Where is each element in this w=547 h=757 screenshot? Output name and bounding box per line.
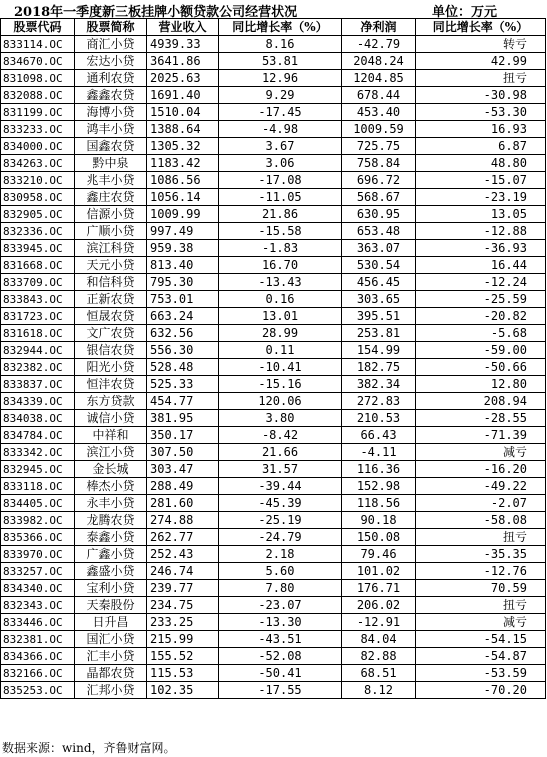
net-profit-cell: 363.07 (342, 240, 416, 257)
stock-code-cell: 834000.OC (1, 138, 75, 155)
stock-name-cell: 滨江科贷 (75, 240, 147, 257)
stock-code-cell: 832382.OC (1, 359, 75, 376)
net-profit-cell: 630.95 (342, 206, 416, 223)
revenue-growth-cell: 0.11 (219, 342, 342, 359)
revenue-growth-cell: 31.57 (219, 461, 342, 478)
profit-growth-cell: -2.07 (416, 495, 546, 512)
header-row (1, 19, 546, 36)
stock-code-cell: 832166.OC (1, 665, 75, 682)
net-profit-cell: 66.43 (342, 427, 416, 444)
profit-growth-cell: 减亏 (416, 444, 546, 461)
net-profit-cell: 90.18 (342, 512, 416, 529)
revenue-growth-cell: -13.30 (219, 614, 342, 631)
revenue-growth-cell: -52.08 (219, 648, 342, 665)
stock-name-cell: 银信农贷 (75, 342, 147, 359)
revenue-growth-cell: -50.41 (219, 665, 342, 682)
table-row (1, 410, 546, 427)
net-profit-cell: 79.46 (342, 546, 416, 563)
table-row (1, 393, 546, 410)
stock-name-cell: 鑫庄农贷 (75, 189, 147, 206)
stock-code-cell: 833446.OC (1, 614, 75, 631)
net-profit-cell: 82.88 (342, 648, 416, 665)
revenue-cell: 753.01 (147, 291, 219, 308)
stock-name-cell: 正新农贷 (75, 291, 147, 308)
stock-name-cell: 通利农贷 (75, 70, 147, 87)
stock-name-cell: 永丰小贷 (75, 495, 147, 512)
net-profit-cell: 8.12 (342, 682, 416, 699)
stock-name-cell: 鑫鑫农贷 (75, 87, 147, 104)
table-row (1, 648, 546, 665)
net-profit-cell: 395.51 (342, 308, 416, 325)
stock-code-cell: 833342.OC (1, 444, 75, 461)
profit-growth-cell: 扭亏 (416, 597, 546, 614)
header-name: 股票简称 (75, 19, 147, 36)
table-row (1, 359, 546, 376)
profit-growth-cell: 扭亏 (416, 70, 546, 87)
stock-name-cell: 天秦股份 (75, 597, 147, 614)
revenue-growth-cell: -13.43 (219, 274, 342, 291)
net-profit-cell: 1009.59 (342, 121, 416, 138)
net-profit-cell: 272.83 (342, 393, 416, 410)
revenue-growth-cell: -43.51 (219, 631, 342, 648)
stock-code-cell: 831723.OC (1, 308, 75, 325)
profit-growth-cell: -50.66 (416, 359, 546, 376)
net-profit-cell: -42.79 (342, 36, 416, 53)
net-profit-cell: 152.98 (342, 478, 416, 495)
revenue-growth-cell: 21.86 (219, 206, 342, 223)
stock-code-cell: 835253.OC (1, 682, 75, 699)
stock-code-cell: 831098.OC (1, 70, 75, 87)
stock-name-cell: 海博小贷 (75, 104, 147, 121)
stock-name-cell: 晶都农贷 (75, 665, 147, 682)
stock-name-cell: 滨江小贷 (75, 444, 147, 461)
table-row (1, 240, 546, 257)
net-profit-cell: 150.08 (342, 529, 416, 546)
stock-name-cell: 国汇小贷 (75, 631, 147, 648)
net-profit-cell: 453.40 (342, 104, 416, 121)
revenue-cell: 234.75 (147, 597, 219, 614)
revenue-cell: 1086.56 (147, 172, 219, 189)
stock-name-cell: 信源小贷 (75, 206, 147, 223)
header-net-profit: 净利润 (342, 19, 416, 36)
revenue-cell: 1510.04 (147, 104, 219, 121)
profit-growth-cell: 6.87 (416, 138, 546, 155)
stock-name-cell: 广鑫小贷 (75, 546, 147, 563)
profit-growth-cell: -12.24 (416, 274, 546, 291)
net-profit-cell: 101.02 (342, 563, 416, 580)
revenue-cell: 454.77 (147, 393, 219, 410)
revenue-cell: 3641.86 (147, 53, 219, 70)
net-profit-cell: -12.91 (342, 614, 416, 631)
stock-code-cell: 831668.OC (1, 257, 75, 274)
table-row (1, 121, 546, 138)
stock-code-cell: 833945.OC (1, 240, 75, 257)
table-row (1, 478, 546, 495)
table-row (1, 291, 546, 308)
revenue-growth-cell: 9.29 (219, 87, 342, 104)
stock-name-cell: 广顺小贷 (75, 223, 147, 240)
profit-growth-cell: -20.82 (416, 308, 546, 325)
revenue-cell: 246.74 (147, 563, 219, 580)
table-row (1, 512, 546, 529)
profit-growth-cell: 16.44 (416, 257, 546, 274)
profit-growth-cell: 208.94 (416, 393, 546, 410)
profit-growth-cell: 70.59 (416, 580, 546, 597)
profit-growth-cell: -35.35 (416, 546, 546, 563)
table-row (1, 223, 546, 240)
table-row (1, 580, 546, 597)
revenue-growth-cell: 3.67 (219, 138, 342, 155)
profit-growth-cell: 48.80 (416, 155, 546, 172)
revenue-cell: 262.77 (147, 529, 219, 546)
stock-code-cell: 833982.OC (1, 512, 75, 529)
table-row (1, 87, 546, 104)
revenue-cell: 281.60 (147, 495, 219, 512)
revenue-cell: 1691.40 (147, 87, 219, 104)
revenue-growth-cell: -15.58 (219, 223, 342, 240)
stock-code-cell: 833837.OC (1, 376, 75, 393)
net-profit-cell: 210.53 (342, 410, 416, 427)
table-row (1, 325, 546, 342)
table-row (1, 444, 546, 461)
stock-code-cell: 834263.OC (1, 155, 75, 172)
profit-growth-cell: -28.55 (416, 410, 546, 427)
profit-growth-cell: -70.20 (416, 682, 546, 699)
net-profit-cell: 1204.85 (342, 70, 416, 87)
stock-name-cell: 诚信小贷 (75, 410, 147, 427)
revenue-growth-cell: -1.83 (219, 240, 342, 257)
net-profit-cell: 118.56 (342, 495, 416, 512)
profit-growth-cell: -58.08 (416, 512, 546, 529)
table-row (1, 529, 546, 546)
stock-code-cell: 833210.OC (1, 172, 75, 189)
table-row (1, 665, 546, 682)
profit-growth-cell: -30.98 (416, 87, 546, 104)
net-profit-cell: 568.67 (342, 189, 416, 206)
net-profit-cell: 84.04 (342, 631, 416, 648)
table-row (1, 138, 546, 155)
stock-code-cell: 834366.OC (1, 648, 75, 665)
net-profit-cell: 116.36 (342, 461, 416, 478)
net-profit-cell: 696.72 (342, 172, 416, 189)
stock-name-cell: 鑫盛小贷 (75, 563, 147, 580)
revenue-cell: 795.30 (147, 274, 219, 291)
revenue-growth-cell: 7.80 (219, 580, 342, 597)
revenue-cell: 288.49 (147, 478, 219, 495)
stock-name-cell: 文广农贷 (75, 325, 147, 342)
stock-code-cell: 833233.OC (1, 121, 75, 138)
revenue-growth-cell: 3.06 (219, 155, 342, 172)
table-row (1, 172, 546, 189)
stock-code-cell: 833843.OC (1, 291, 75, 308)
revenue-growth-cell: -39.44 (219, 478, 342, 495)
header-profit-growth: 同比增长率（%） (416, 19, 546, 36)
stock-code-cell: 833257.OC (1, 563, 75, 580)
revenue-growth-cell: 12.96 (219, 70, 342, 87)
stock-name-cell: 宏达小贷 (75, 53, 147, 70)
revenue-growth-cell: 21.66 (219, 444, 342, 461)
revenue-cell: 813.40 (147, 257, 219, 274)
profit-growth-cell: -54.15 (416, 631, 546, 648)
stock-name-cell: 泰鑫小贷 (75, 529, 147, 546)
revenue-cell: 102.35 (147, 682, 219, 699)
table-row (1, 155, 546, 172)
revenue-cell: 959.38 (147, 240, 219, 257)
stock-code-cell: 831618.OC (1, 325, 75, 342)
revenue-cell: 1305.32 (147, 138, 219, 155)
profit-growth-cell: -16.20 (416, 461, 546, 478)
revenue-cell: 252.43 (147, 546, 219, 563)
header-code: 股票代码 (1, 19, 75, 36)
table-row (1, 70, 546, 87)
stock-code-cell: 834340.OC (1, 580, 75, 597)
revenue-cell: 663.24 (147, 308, 219, 325)
revenue-cell: 307.50 (147, 444, 219, 461)
stock-name-cell: 兆丰小贷 (75, 172, 147, 189)
table-row (1, 495, 546, 512)
revenue-cell: 556.30 (147, 342, 219, 359)
profit-growth-cell: -15.07 (416, 172, 546, 189)
revenue-cell: 1056.14 (147, 189, 219, 206)
table-row (1, 631, 546, 648)
revenue-cell: 115.53 (147, 665, 219, 682)
table-row (1, 104, 546, 121)
revenue-cell: 4939.33 (147, 36, 219, 53)
revenue-growth-cell: -25.19 (219, 512, 342, 529)
profit-growth-cell: -59.00 (416, 342, 546, 359)
table-row (1, 597, 546, 614)
net-profit-cell: 758.84 (342, 155, 416, 172)
revenue-growth-cell: 2.18 (219, 546, 342, 563)
revenue-growth-cell: 5.60 (219, 563, 342, 580)
table-row (1, 682, 546, 699)
stock-code-cell: 834038.OC (1, 410, 75, 427)
net-profit-cell: 725.75 (342, 138, 416, 155)
revenue-growth-cell: 8.16 (219, 36, 342, 53)
table-row (1, 189, 546, 206)
stock-code-cell: 834405.OC (1, 495, 75, 512)
table-row (1, 206, 546, 223)
profit-growth-cell: 42.99 (416, 53, 546, 70)
revenue-growth-cell: -23.07 (219, 597, 342, 614)
stock-name-cell: 汇丰小贷 (75, 648, 147, 665)
stock-code-cell: 833970.OC (1, 546, 75, 563)
net-profit-cell: 303.65 (342, 291, 416, 308)
revenue-cell: 2025.63 (147, 70, 219, 87)
stock-code-cell: 835366.OC (1, 529, 75, 546)
profit-growth-cell: -36.93 (416, 240, 546, 257)
stock-name-cell: 黔中泉 (75, 155, 147, 172)
unit-label: 单位：万元 (432, 5, 498, 20)
profit-growth-cell: -53.59 (416, 665, 546, 682)
profit-growth-cell: -25.59 (416, 291, 546, 308)
net-profit-cell: 382.34 (342, 376, 416, 393)
table-row (1, 274, 546, 291)
revenue-cell: 381.95 (147, 410, 219, 427)
profit-growth-cell: -23.19 (416, 189, 546, 206)
table-row (1, 257, 546, 274)
net-profit-cell: 206.02 (342, 597, 416, 614)
stock-code-cell: 832381.OC (1, 631, 75, 648)
stock-name-cell: 商汇小贷 (75, 36, 147, 53)
page-title: 2018年一季度新三板挂牌小额贷款公司经营状况 (14, 5, 298, 20)
stock-name-cell: 鸿丰小贷 (75, 121, 147, 138)
revenue-growth-cell: -11.05 (219, 189, 342, 206)
revenue-cell: 239.77 (147, 580, 219, 597)
revenue-cell: 274.88 (147, 512, 219, 529)
profit-growth-cell: -12.76 (416, 563, 546, 580)
revenue-cell: 525.33 (147, 376, 219, 393)
table-row (1, 546, 546, 563)
net-profit-cell: 2048.24 (342, 53, 416, 70)
net-profit-cell: 176.71 (342, 580, 416, 597)
stock-code-cell: 832088.OC (1, 87, 75, 104)
net-profit-cell: 530.54 (342, 257, 416, 274)
stock-name-cell: 汇邦小贷 (75, 682, 147, 699)
net-profit-cell: 253.81 (342, 325, 416, 342)
stock-code-cell: 833114.OC (1, 36, 75, 53)
stock-name-cell: 阳光小贷 (75, 359, 147, 376)
profit-growth-cell: -12.88 (416, 223, 546, 240)
net-profit-cell: 154.99 (342, 342, 416, 359)
revenue-growth-cell: 16.70 (219, 257, 342, 274)
stock-name-cell: 日升昌 (75, 614, 147, 631)
net-profit-cell: 182.75 (342, 359, 416, 376)
revenue-cell: 632.56 (147, 325, 219, 342)
revenue-growth-cell: 0.16 (219, 291, 342, 308)
revenue-cell: 1183.42 (147, 155, 219, 172)
revenue-cell: 1009.99 (147, 206, 219, 223)
stock-code-cell: 832905.OC (1, 206, 75, 223)
profit-growth-cell: -71.39 (416, 427, 546, 444)
stock-code-cell: 832336.OC (1, 223, 75, 240)
revenue-cell: 233.25 (147, 614, 219, 631)
table-body (1, 36, 546, 699)
table-row (1, 308, 546, 325)
profit-growth-cell: 减亏 (416, 614, 546, 631)
profit-growth-cell: 13.05 (416, 206, 546, 223)
stock-code-cell: 830958.OC (1, 189, 75, 206)
revenue-cell: 155.52 (147, 648, 219, 665)
title-row (0, 0, 547, 18)
header-revenue: 营业收入 (147, 19, 219, 36)
stock-name-cell: 国鑫农贷 (75, 138, 147, 155)
profit-growth-cell: -5.68 (416, 325, 546, 342)
stock-name-cell: 宝利小贷 (75, 580, 147, 597)
revenue-cell: 350.17 (147, 427, 219, 444)
revenue-growth-cell: 28.99 (219, 325, 342, 342)
net-profit-cell: 456.45 (342, 274, 416, 291)
profit-growth-cell: 转亏 (416, 36, 546, 53)
stock-code-cell: 832343.OC (1, 597, 75, 614)
table-row (1, 563, 546, 580)
stock-name-cell: 中祥和 (75, 427, 147, 444)
revenue-growth-cell: -45.39 (219, 495, 342, 512)
stock-code-cell: 832944.OC (1, 342, 75, 359)
table-row (1, 36, 546, 53)
table-row (1, 53, 546, 70)
revenue-growth-cell: 53.81 (219, 53, 342, 70)
revenue-growth-cell: -15.16 (219, 376, 342, 393)
revenue-growth-cell: -4.98 (219, 121, 342, 138)
stock-name-cell: 金长城 (75, 461, 147, 478)
stock-code-cell: 833709.OC (1, 274, 75, 291)
profit-growth-cell: 扭亏 (416, 529, 546, 546)
stock-name-cell: 龙腾农贷 (75, 512, 147, 529)
revenue-cell: 1388.64 (147, 121, 219, 138)
revenue-cell: 303.47 (147, 461, 219, 478)
table-row (1, 427, 546, 444)
stock-name-cell: 东方贷款 (75, 393, 147, 410)
table-row (1, 376, 546, 393)
stock-code-cell: 832945.OC (1, 461, 75, 478)
net-profit-cell: -4.11 (342, 444, 416, 461)
table-row (1, 614, 546, 631)
revenue-growth-cell: -17.45 (219, 104, 342, 121)
profit-growth-cell: 16.93 (416, 121, 546, 138)
revenue-growth-cell: 3.80 (219, 410, 342, 427)
revenue-growth-cell: -17.55 (219, 682, 342, 699)
stock-name-cell: 和信科贷 (75, 274, 147, 291)
stock-code-cell: 834670.OC (1, 53, 75, 70)
table-row (1, 342, 546, 359)
stock-code-cell: 834339.OC (1, 393, 75, 410)
net-profit-cell: 653.48 (342, 223, 416, 240)
net-profit-cell: 68.51 (342, 665, 416, 682)
net-profit-cell: 678.44 (342, 87, 416, 104)
revenue-growth-cell: 120.06 (219, 393, 342, 410)
revenue-cell: 528.48 (147, 359, 219, 376)
stock-name-cell: 棒杰小贷 (75, 478, 147, 495)
revenue-growth-cell: -17.08 (219, 172, 342, 189)
table-row (1, 461, 546, 478)
profit-growth-cell: -53.30 (416, 104, 546, 121)
profit-growth-cell: 12.80 (416, 376, 546, 393)
stock-name-cell: 天元小贷 (75, 257, 147, 274)
revenue-growth-cell: 13.01 (219, 308, 342, 325)
stock-code-cell: 833118.OC (1, 478, 75, 495)
revenue-growth-cell: -8.42 (219, 427, 342, 444)
profit-growth-cell: -49.22 (416, 478, 546, 495)
stock-code-cell: 834784.OC (1, 427, 75, 444)
revenue-growth-cell: -10.41 (219, 359, 342, 376)
data-table (0, 18, 546, 699)
stock-name-cell: 恒晟农贷 (75, 308, 147, 325)
revenue-cell: 215.99 (147, 631, 219, 648)
revenue-growth-cell: -24.79 (219, 529, 342, 546)
revenue-cell: 997.49 (147, 223, 219, 240)
header-revenue-growth: 同比增长率（%） (219, 19, 342, 36)
profit-growth-cell: -54.87 (416, 648, 546, 665)
source-note: 数据来源：wind，齐鲁财富网。 (2, 741, 176, 755)
stock-name-cell: 恒沣农贷 (75, 376, 147, 393)
stock-code-cell: 831199.OC (1, 104, 75, 121)
